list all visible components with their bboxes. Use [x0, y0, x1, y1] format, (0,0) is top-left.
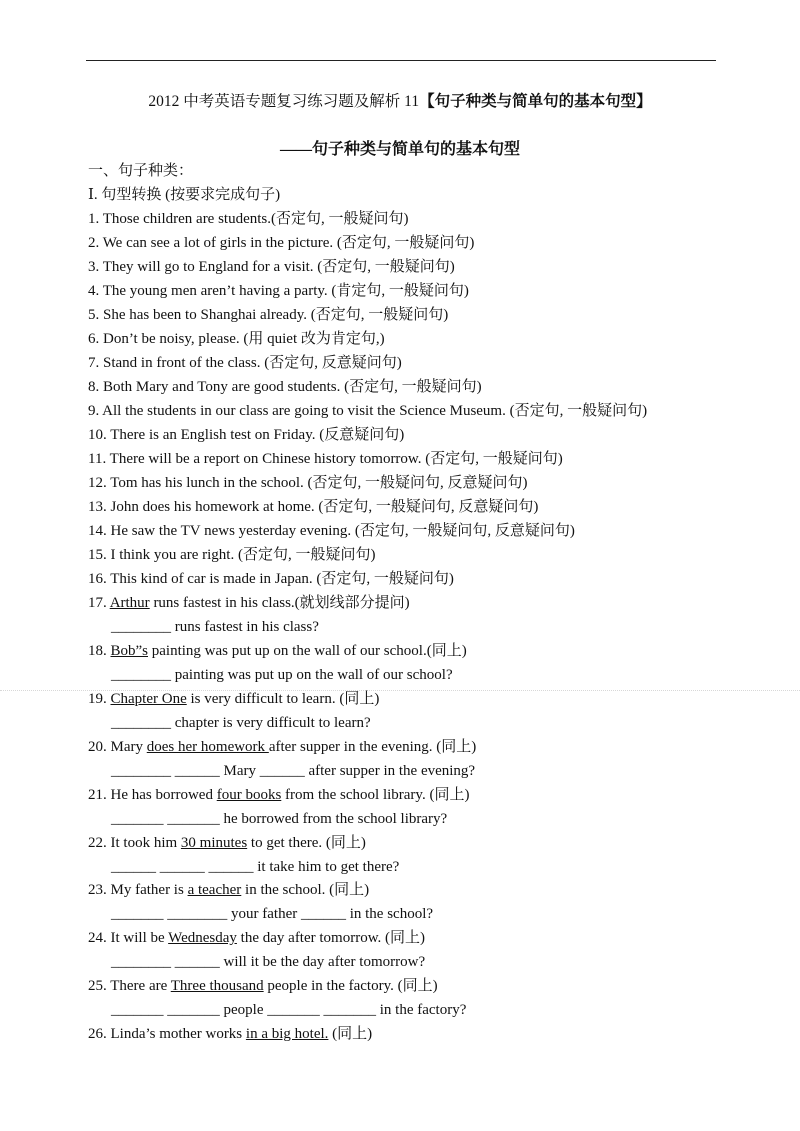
page-subtitle: ——句子种类与简单句的基本句型 — [279, 141, 520, 158]
q-suffix: the day after tomorrow. (同上) — [236, 930, 426, 946]
q-prefix: 20. Mary — [88, 739, 147, 755]
question-11: 11. There will be a report on Chinese history tomorrow. (否定句, 一般疑问句) — [88, 451, 563, 467]
underlined-part: Chapter One — [110, 691, 187, 707]
question-25 — [88, 975, 438, 997]
underlined-part: Three thousand — [170, 978, 264, 994]
q-suffix: in the school. (同上) — [241, 882, 370, 898]
answer-line-21: _______ _______ he borrowed from the school library? — [111, 811, 448, 827]
question-7: 7. Stand in front of the class. (否定句, 反意疑问句) — [88, 355, 402, 371]
underlined-part: in a big hotel. — [245, 1026, 329, 1042]
answer-line-17: ________ runs fastest in his class? — [111, 619, 319, 635]
header-rule — [86, 60, 716, 61]
question-17 — [88, 592, 410, 614]
question-19 — [88, 688, 379, 710]
q-suffix: after supper in the evening. (同上) — [268, 739, 477, 755]
question-10: 10. There is an English test on Friday. (反意疑问句) — [88, 427, 405, 443]
q-prefix: 21. He has borrowed — [88, 787, 217, 803]
q-suffix: painting was put up on the wall of our school.(同上) — [148, 643, 467, 659]
answer-line-18: ________ painting was put up on the wall of our school? — [111, 667, 453, 683]
question-15: 15. I think you are right. (否定句, 一般疑问句) — [88, 547, 376, 563]
q-suffix: (同上) — [328, 1026, 373, 1042]
question-1: 1. Those children are students.(否定句, 一般疑问句) — [88, 211, 409, 227]
question-23 — [88, 879, 369, 901]
answer-line-25: _______ _______ people _______ _______ in the factory? — [111, 1002, 467, 1018]
q-prefix: 24. It will be — [88, 930, 169, 946]
title-plain: 2012 中考英语专题复习练习题及解析 11 — [148, 93, 420, 110]
q-prefix: 17. — [88, 595, 110, 611]
title-bold: 【句子种类与简单句的基本句型】 — [419, 93, 652, 110]
q-suffix: from the school library. (同上) — [281, 787, 470, 803]
question-13: 13. John does his homework at home. (否定句, 一般疑问句, 反意疑问句) — [88, 499, 539, 515]
q-prefix: 18. — [88, 643, 111, 659]
question-21 — [88, 784, 469, 806]
question-12: 12. Tom has his lunch in the school. (否定句, 一般疑问句, 反意疑问句) — [88, 475, 528, 491]
question-9: 9. All the students in our class are going to visit the Science Museum. (否定句, 一般疑问句) — [88, 403, 648, 419]
answer-line-22: ______ ______ ______ it take him to get there? — [111, 859, 400, 875]
underlined-part: a teacher — [187, 882, 242, 898]
part-heading: Ⅰ. 句型转换 (按要求完成句子) — [88, 187, 281, 203]
answer-line-23: _______ ________ your father ______ in the school? — [111, 906, 434, 922]
question-22 — [88, 832, 366, 854]
q-prefix: 19. — [88, 691, 111, 707]
question-16: 16. This kind of car is made in Japan. (否定句, 一般疑问句) — [88, 571, 454, 587]
underlined-part: 30 minutes — [180, 835, 248, 851]
underlined-part: Bob”s — [110, 643, 148, 659]
underlined-part: does her homework — [146, 739, 269, 755]
q-suffix: to get there. (同上) — [247, 835, 366, 851]
q-prefix: 22. It took him — [88, 835, 181, 851]
answer-line-20: ________ ______ Mary ______ after supper in the evening? — [111, 763, 476, 779]
section-heading: 一、句子种类： — [88, 163, 194, 179]
q-prefix: 26. Linda’s mother works — [88, 1026, 246, 1042]
q-suffix: people in the factory. (同上) — [263, 978, 438, 994]
q-suffix: runs fastest in his class.(就划线部分提问) — [149, 595, 410, 611]
question-24 — [88, 927, 425, 949]
question-6: 6. Don’t be noisy, please. (用 quiet 改为肯定句,) — [88, 331, 385, 347]
underlined-part: four books — [216, 787, 282, 803]
q-prefix: 23. My father is — [88, 882, 188, 898]
underlined-part: Wednesday — [168, 930, 237, 946]
question-20 — [88, 736, 476, 758]
page-title — [0, 89, 800, 111]
question-4: 4. The young men aren’t having a party. (肯定句, 一般疑问句) — [88, 283, 469, 299]
question-3: 3. They will go to England for a visit. (否定句, 一般疑问句) — [88, 259, 455, 275]
question-5: 5. She has been to Shanghai already. (否定句, 一般疑问句) — [88, 307, 449, 323]
q-suffix: is very difficult to learn. (同上) — [186, 691, 380, 707]
question-2: 2. We can see a lot of girls in the picture. (否定句, 一般疑问句) — [88, 235, 475, 251]
answer-line-19: ________ chapter is very difficult to learn? — [111, 715, 371, 731]
question-14: 14. He saw the TV news yesterday evening. (否定句, 一般疑问句, 反意疑问句) — [88, 523, 575, 539]
answer-line-24: ________ ______ will it be the day after tomorrow? — [111, 954, 426, 970]
underlined-part: Arthur — [109, 595, 150, 611]
question-8: 8. Both Mary and Tony are good students. (否定句, 一般疑问句) — [88, 379, 482, 395]
question-26 — [88, 1023, 372, 1045]
question-18 — [88, 640, 467, 662]
q-prefix: 25. There are — [88, 978, 171, 994]
